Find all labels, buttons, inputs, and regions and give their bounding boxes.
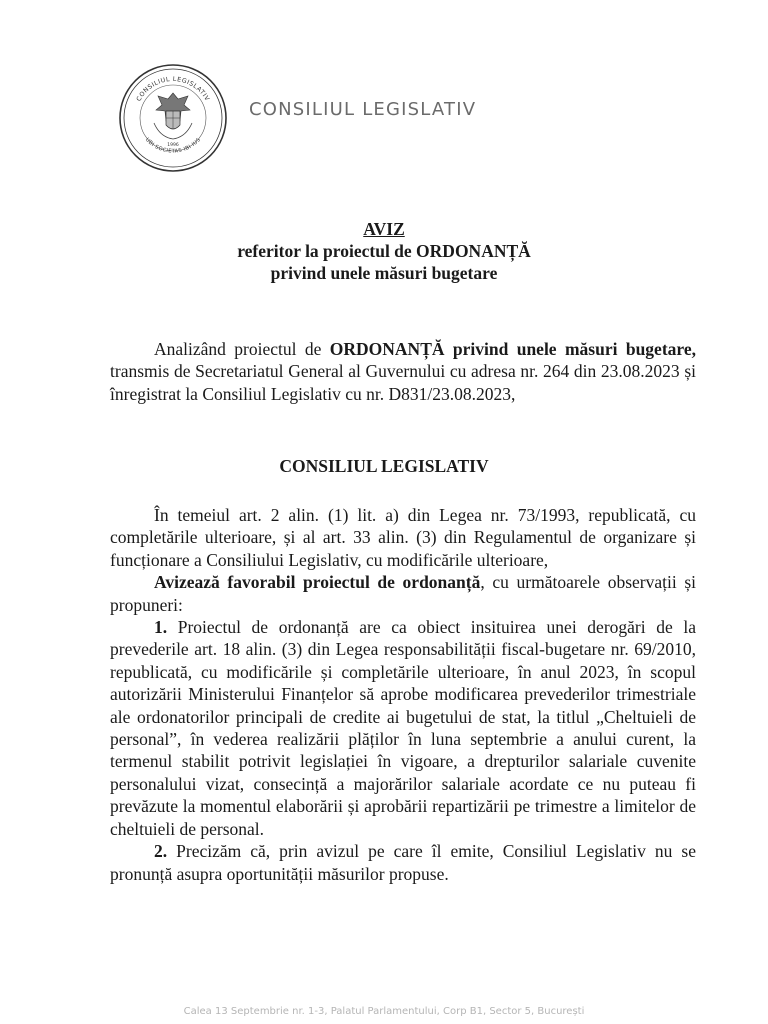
- point-number: 2.: [154, 841, 168, 862]
- footer-address: Calea 13 Septembrie nr. 1-3, Palatul Parlamentului, Corp B1, Sector 5, București: [183, 1006, 585, 1017]
- title-aviz: AVIZ: [363, 219, 405, 239]
- point-item: [110, 616, 696, 840]
- point-text: Proiectul de ordonanță are ca obiect insituirea unei derogări de la prevederile art. 18 alin. (3) din Legea responsabilității fiscal-bugetare nr. 69/2010, republicată, cu modificările și completările ulterioare, în anul 2023, în scopul autorizării Ministerului Finanțelor să aprobe modificarea prevederilor trimestriale ale ordonatorilor principali de credite ai bugetului de stat, la titlul „Cheltuieli de personal”, în vederea realizării plăților în luna septembrie a anului curent, la termenul stabilit potrivit legislației în vigoare, a drepturilor salariale cuvenite personalului vizat, consecință a majorărilor salariale acordate ce nu puteau fi prevăzute la momentul elaborării și aprobării repartizării pe trimestre a limitelor de cheltuieli de personal.: [110, 617, 696, 839]
- opinion-paragraph: [110, 571, 696, 616]
- institution-name: CONSILIUL LEGISLATIV: [249, 99, 477, 120]
- intro-bold-text: ORDONANȚĂ privind unele măsuri bugetare,: [329, 339, 696, 359]
- section-heading: CONSILIUL LEGISLATIV: [279, 456, 489, 476]
- intro-paragraph: [110, 338, 696, 405]
- seal-year: 1996: [167, 143, 179, 148]
- point-text: Precizăm că, prin avizul pe care îl emite, Consiliul Legislativ nu se pronunță asupra oportunității măsurilor propuse.: [110, 841, 696, 884]
- intro-text-end: transmis de Secretariatul General al Guvernului cu adresa nr. 264 din 23.08.2023 și înregistrat la Consiliul Legislativ cu nr. D831/23.08.2023,: [110, 361, 696, 404]
- seal-top-text: CONSILIUL LEGISLATIV: [135, 75, 211, 103]
- legal-basis-paragraph: În temeiul art. 2 alin. (1) lit. a) din Legea nr. 73/1993, republicată, cu completările ulterioare, și al art. 33 alin. (3) din Regulamentul de organizare și funcționare a Consiliului Legislativ, cu modificările ulterioare,: [110, 505, 696, 570]
- institution-seal: [118, 63, 228, 173]
- seal-bottom-text: UBI SOCIETAS IBI IUS: [143, 136, 203, 155]
- coat-of-arms-icon: [118, 63, 228, 173]
- intro-text-start: Analizând proiectul de: [154, 339, 330, 359]
- point-number: 1.: [154, 617, 168, 638]
- point-item: [110, 840, 696, 885]
- document-title: [0, 218, 768, 284]
- title-subject-line2: privind unele măsuri bugetare: [270, 263, 498, 283]
- main-body: [110, 504, 696, 885]
- opinion-bold-text: Avizează favorabil proiectul de ordonanță: [154, 572, 481, 593]
- opinion-text: , cu următoarele observații și propuneri:: [110, 572, 696, 615]
- title-subject-line1: referitor la proiectul de ORDONANȚĂ: [237, 241, 531, 261]
